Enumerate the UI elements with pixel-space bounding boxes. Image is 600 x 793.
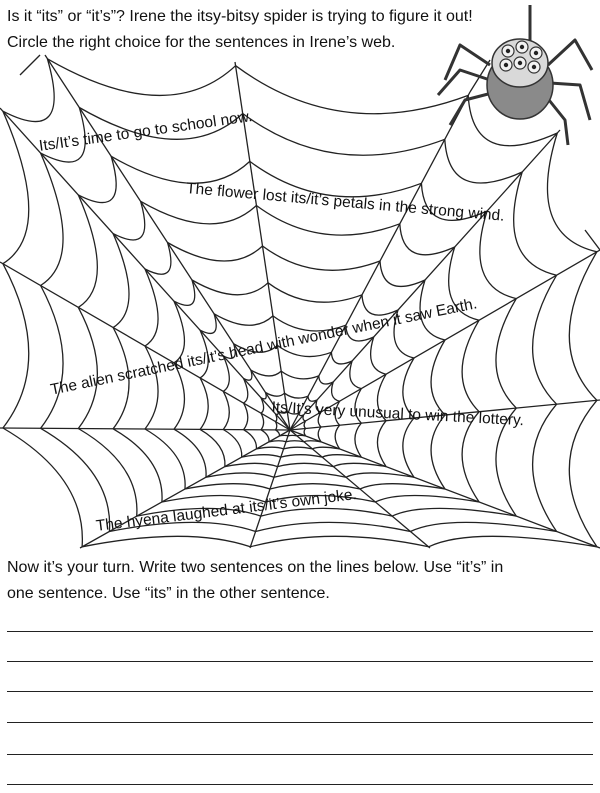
web-ring-segment bbox=[3, 111, 29, 264]
web-ring-segment bbox=[3, 59, 54, 122]
web-ring-segment bbox=[250, 536, 428, 547]
web-ring-segment bbox=[236, 66, 469, 114]
web-ring-segment bbox=[223, 391, 229, 429]
web-ring-segment bbox=[174, 280, 195, 305]
web-ring-segment bbox=[403, 418, 414, 477]
web-ring-segment bbox=[3, 428, 82, 547]
web-ring-segment bbox=[214, 314, 273, 325]
answer-line-1[interactable] bbox=[7, 631, 593, 632]
web-ring-segment bbox=[276, 430, 280, 436]
web-ring-segment bbox=[41, 153, 63, 285]
web-ring-segment bbox=[284, 447, 313, 449]
web-ring-segment bbox=[145, 429, 185, 489]
web-ring-segment bbox=[141, 201, 257, 224]
web-ring-segment bbox=[3, 264, 29, 428]
web-sentence-5[interactable]: The hyena laughed at its/it’s own joke. bbox=[95, 486, 358, 535]
web-ring-segment bbox=[78, 429, 137, 517]
web-ring-segment bbox=[244, 403, 248, 430]
web-ring-segment bbox=[223, 430, 241, 458]
web-ring-segment bbox=[168, 243, 263, 262]
web-ring-segment bbox=[304, 421, 305, 429]
web-ring-segment bbox=[266, 393, 285, 397]
web-ring-segment bbox=[569, 400, 597, 547]
web-ring-segment bbox=[206, 473, 274, 477]
web-ring-segment bbox=[377, 421, 386, 467]
web-ring-segment bbox=[286, 441, 304, 442]
web-ring-segment bbox=[41, 286, 63, 429]
web-ring-segment bbox=[200, 378, 208, 430]
web-ring-segment bbox=[261, 413, 264, 430]
web-ring-segment bbox=[78, 195, 97, 308]
web-ring-segment bbox=[533, 404, 557, 531]
web-ring-segment bbox=[261, 393, 266, 399]
web-ring-segment bbox=[288, 435, 297, 436]
intro-line-2: Circle the right choice for the sentences in Irene’s web. bbox=[7, 34, 396, 51]
web-ring-segment bbox=[304, 429, 305, 436]
your-turn-instructions bbox=[7, 555, 593, 607]
web-ring-segment bbox=[335, 425, 339, 449]
web-ring-segment bbox=[350, 361, 361, 389]
web-ring-segment bbox=[280, 435, 289, 436]
web-ring-segment bbox=[318, 427, 321, 442]
web-ring-segment bbox=[78, 156, 116, 202]
web-ring-segment bbox=[276, 422, 277, 430]
web-ring-segment bbox=[261, 430, 269, 442]
web-ring-segment bbox=[514, 172, 557, 275]
web-sentence-1[interactable]: Its/It’s time to go to school now. bbox=[38, 108, 254, 155]
your-turn-line-1: Now it’s your turn. Write two sentences on the lines below. Use “it’s” in bbox=[7, 559, 504, 576]
web-ring-segment bbox=[200, 314, 216, 334]
web-ring-segment bbox=[431, 415, 445, 489]
answer-line-6[interactable] bbox=[7, 784, 593, 785]
web-ring-segment bbox=[185, 484, 270, 489]
web-ring-segment bbox=[285, 393, 309, 398]
web-ring-segment bbox=[174, 429, 206, 477]
web-ring-segment bbox=[41, 428, 110, 531]
web-ring-segment bbox=[244, 430, 257, 449]
web-ring-segment bbox=[256, 447, 283, 449]
web-sentence-3[interactable]: The alien scratched its/it’s head with wonder when it saw Earth. bbox=[49, 295, 479, 399]
web-ring-segment bbox=[400, 224, 455, 255]
web-ring-segment bbox=[278, 463, 334, 466]
answer-line-3[interactable] bbox=[7, 691, 593, 692]
web-ring-segment bbox=[547, 133, 596, 252]
web-ring-segment bbox=[263, 246, 381, 270]
web-ring-segment bbox=[145, 346, 158, 429]
answer-line-4[interactable] bbox=[7, 722, 593, 723]
web-ring-segment bbox=[569, 252, 597, 400]
web-ring-segment bbox=[225, 463, 278, 466]
web-ring-segment bbox=[462, 320, 479, 412]
answer-line-5[interactable] bbox=[7, 754, 593, 755]
web-ring-segment bbox=[244, 370, 252, 380]
web-ring-segment bbox=[268, 283, 362, 302]
web-ring-segment bbox=[281, 455, 322, 457]
web-ring-segment bbox=[78, 307, 97, 428]
web-ring-segment bbox=[297, 435, 306, 436]
web-ring-segment bbox=[332, 382, 340, 401]
web-ring-segment bbox=[304, 441, 321, 442]
web-ring-segment bbox=[113, 429, 162, 502]
your-turn-line-2: one sentence. Use “its” in the other sentence. bbox=[7, 585, 330, 602]
web-ring-segment bbox=[331, 352, 352, 364]
web-ring-segment bbox=[281, 371, 319, 379]
web-ring-segment bbox=[380, 261, 425, 286]
web-ring-segment bbox=[47, 59, 235, 96]
web-ring-segment bbox=[145, 243, 171, 275]
web-ring-segment bbox=[355, 423, 361, 457]
web-ring-segment bbox=[192, 280, 268, 295]
web-ring-segment bbox=[242, 455, 281, 457]
web-ring-segment bbox=[319, 376, 333, 384]
web-ring-segment bbox=[274, 473, 346, 477]
web-sentence-4[interactable]: Its/It’s very unusual to win the lottery. bbox=[271, 399, 525, 430]
web-ring-segment bbox=[431, 340, 445, 415]
web-sentence-2[interactable]: The flower lost its/it’s petals in the strong wind. bbox=[185, 180, 506, 225]
web-ring-segment bbox=[496, 299, 516, 409]
web-threads bbox=[0, 55, 600, 548]
web-ring-segment bbox=[269, 441, 286, 442]
web-anchor bbox=[585, 230, 600, 250]
web-ring-segment bbox=[111, 156, 250, 183]
web-ring-segment bbox=[533, 275, 557, 404]
web-ring-segment bbox=[82, 536, 250, 547]
web-anchor bbox=[20, 55, 40, 75]
web-ring-segment bbox=[371, 337, 386, 374]
web-ring-segment bbox=[251, 370, 281, 376]
web-ring-segment bbox=[256, 522, 411, 531]
spider-icon bbox=[438, 5, 592, 145]
web-ring-segment bbox=[113, 201, 145, 240]
intro-line-1: Is it “its” or “it’s”? Irene the itsy-bitsy spider is trying to figure it out! bbox=[7, 8, 473, 25]
answer-line-2[interactable] bbox=[7, 661, 593, 662]
web-ring-segment bbox=[243, 114, 445, 156]
